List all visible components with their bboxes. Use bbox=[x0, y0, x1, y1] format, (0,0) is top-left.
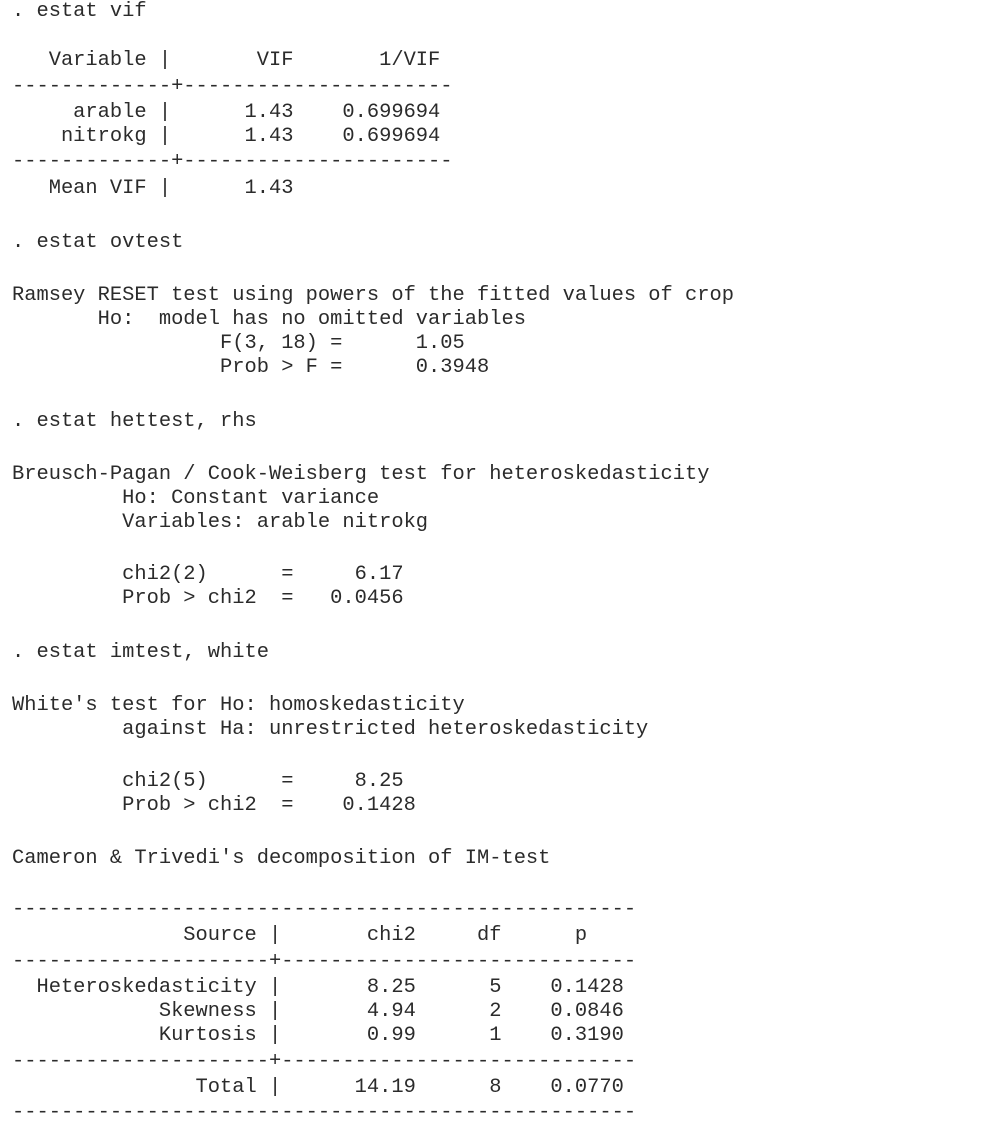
command-line: . estat vif bbox=[12, 0, 147, 23]
test-title: Breusch-Pagan / Cook-Weisberg test for heteroskedasticity bbox=[12, 463, 710, 486]
test-alternative: against Ha: unrestricted heteroskedasticity bbox=[12, 718, 649, 741]
test-pvalue: Prob > chi2 = 0.0456 bbox=[12, 587, 404, 610]
im-table-total-row: Total | 14.19 8 0.0770 bbox=[12, 1076, 624, 1099]
vif-mean-row: Mean VIF | 1.43 bbox=[12, 177, 294, 200]
test-variables: Variables: arable nitrokg bbox=[12, 511, 429, 534]
test-title: Ramsey RESET test using powers of the fitted values of crop bbox=[12, 284, 734, 307]
table-divider: -------------+---------------------- bbox=[12, 150, 453, 173]
table-divider: --------------------------------------------------- bbox=[12, 1101, 637, 1124]
test-statistic: chi2(5) = 8.25 bbox=[12, 770, 404, 793]
decomposition-title: Cameron & Trivedi's decomposition of IM-test bbox=[12, 847, 551, 870]
command-line: . estat imtest, white bbox=[12, 641, 269, 664]
test-statistic: F(3, 18) = 1.05 bbox=[12, 332, 465, 355]
test-hypothesis: Ho: model has no omitted variables bbox=[12, 308, 526, 331]
test-pvalue: Prob > F = 0.3948 bbox=[12, 356, 490, 379]
test-pvalue: Prob > chi2 = 0.1428 bbox=[12, 794, 416, 817]
im-table-row: Skewness | 4.94 2 0.0846 bbox=[12, 1000, 624, 1023]
im-table-header: Source | chi2 df p bbox=[12, 924, 588, 947]
table-divider: ---------------------+----------------------------- bbox=[12, 1050, 637, 1073]
im-table-row: Kurtosis | 0.99 1 0.3190 bbox=[12, 1024, 624, 1047]
test-hypothesis: Ho: Constant variance bbox=[12, 487, 380, 510]
command-line: . estat ovtest bbox=[12, 231, 184, 254]
vif-table-header: Variable | VIF 1/VIF bbox=[12, 49, 441, 72]
table-divider: -------------+---------------------- bbox=[12, 75, 453, 98]
test-title: White's test for Ho: homoskedasticity bbox=[12, 694, 465, 717]
test-statistic: chi2(2) = 6.17 bbox=[12, 563, 404, 586]
table-divider: ---------------------+----------------------------- bbox=[12, 950, 637, 973]
command-line: . estat hettest, rhs bbox=[12, 410, 257, 433]
vif-table-row: nitrokg | 1.43 0.699694 bbox=[12, 125, 441, 148]
table-divider: --------------------------------------------------- bbox=[12, 898, 637, 921]
vif-table-row: arable | 1.43 0.699694 bbox=[12, 101, 441, 124]
im-table-row: Heteroskedasticity | 8.25 5 0.1428 bbox=[12, 976, 624, 999]
